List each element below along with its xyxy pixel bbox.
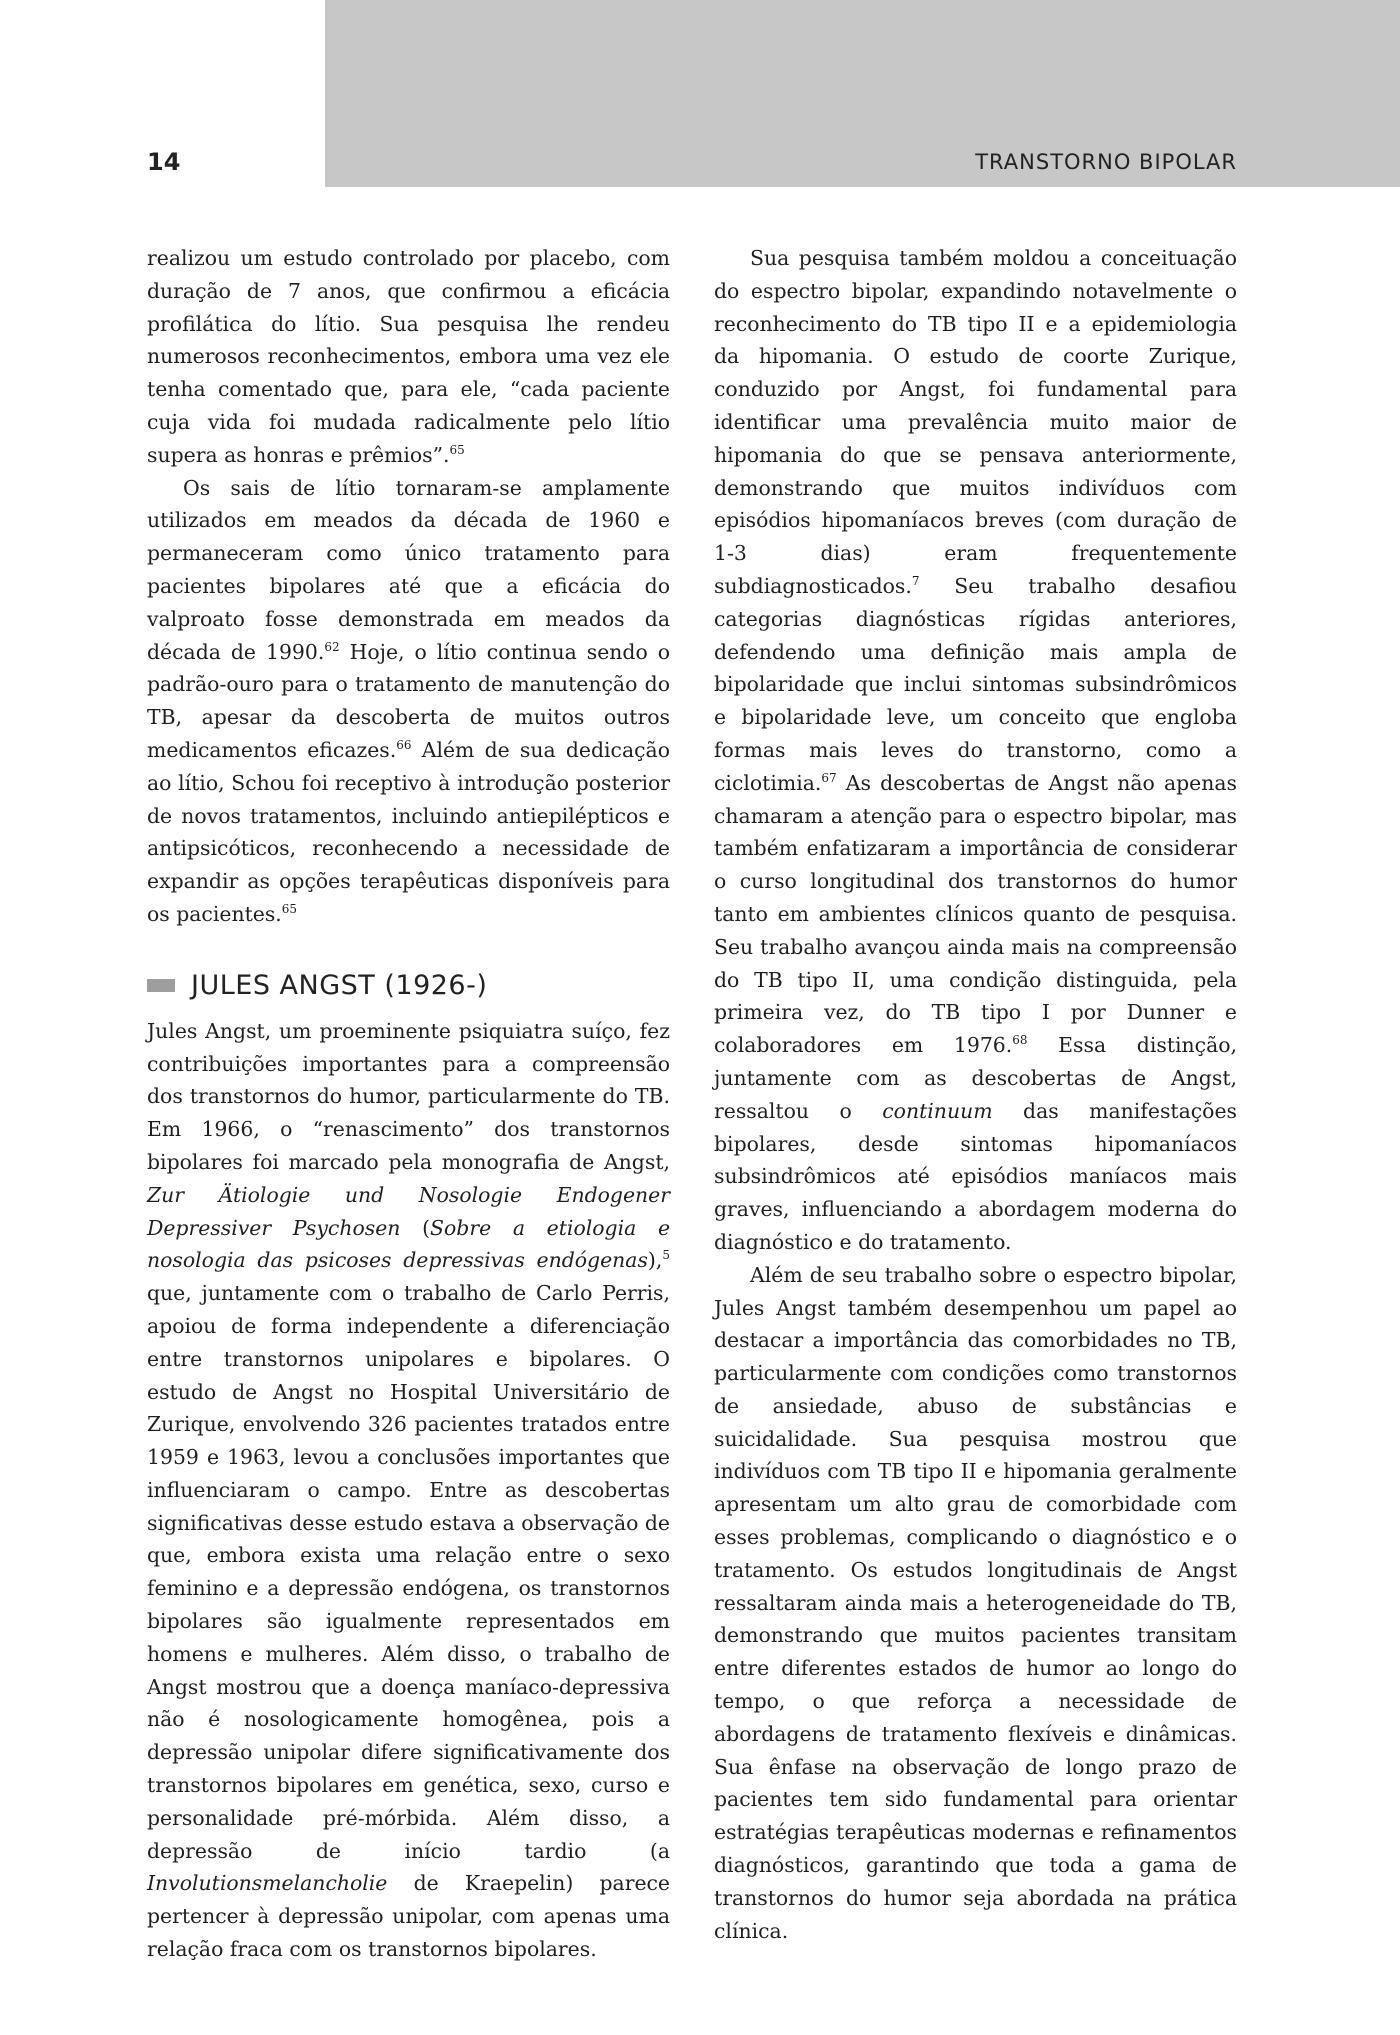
running-title: TRANSTORNO BIPOLAR [975,150,1237,174]
italic-term: continuum [882,1098,993,1123]
footnote-ref: 65 [281,901,298,916]
text: ( [400,1215,431,1240]
section-heading-text: JULES ANGST (1926-) [191,969,488,1001]
paragraph-lithium-salts [147,472,670,931]
text: Além de seu trabalho sobre o espectro bipolar, Jules Angst também desempenhou um papel ao destacar a importância das comorbidades no TB, particularmente com condições como transtornos de ansiedade, abuso de substâncias e suicidalidade. Sua pesquisa mostrou que indivíduos com TB tipo II e hipomania geralmente apresentam um alto grau de comorbidade com esses problemas, complicando o diagnóstico e o tratamento. Os estudos longitudinais de Angst ressaltaram ainda mais a heterogeneidade do TB, demonstrando que muitos pacientes transitam entre diferentes estados de humor ao longo do tempo, o que reforça a necessidade de abordagens de tratamento flexíveis e dinâmicas. Sua ênfase na observação de longo prazo de pacientes tem sido fundamental para orientar estratégias terapêuticas modernas e refinamentos diagnósticos, garantindo que toda a gama de transtornos do humor seja abordada na prática clínica. [714,1262,1237,1943]
header-band [325,0,1400,187]
footnote-ref: 5 [662,1248,670,1263]
heading-marker [147,979,175,992]
text: realizou um estudo controlado por placebo, com duração de 7 anos, que confirmou a eficácia profilática do lítio. Sua pesquisa lhe rendeu numerosos reconhecimentos, embora uma vez ele tenha comentado que, para ele, “cada paciente cuja vida foi mudada radicalmente pelo lítio supera as honras e prêmios”. [147,246,670,467]
text: Sua pesquisa também moldou a conceituação do espectro bipolar, expandindo notavelmente o reconhecimento do TB tipo II e a epidemiologia da hipomania. O estudo de coorte Zurique, conduzido por Angst, foi fundamental para identificar uma prevalência muito maior de hipomania do que se pensava anteriormente, demonstrando que muitos indivíduos com episódios hipomaníacos breves (com duração de 1-3 dias) eram frequentemente subdiagnosticados. [714,246,1237,598]
text: ), [647,1248,663,1273]
text: Seu trabalho desafiou categorias diagnósticas rígidas anteriores, defendendo uma definição mais ampla de bipolaridade que inclui sintomas subsindrômicos e bipolaridade leve, um conceito que engloba formas mais leves do transtorno, como a ciclotimia. [714,573,1237,795]
right-column [714,242,1237,1947]
italic-title-translation: Sobre a etiologia e nosologia das psicoses depressivas endógenas [147,1215,671,1273]
paragraph-continuation [147,242,670,472]
footnote-ref: 67 [821,770,837,785]
footnote-ref: 65 [449,442,465,457]
left-column [147,242,670,1966]
page-number: 14 [147,148,181,176]
footnote-ref: 7 [911,573,920,588]
italic-title: Zur Ätiologie und Nosologie Endogener Depressiver Psychosen [147,1182,670,1240]
text: Jules Angst, um proeminente psiquiatra suíço, fez contribuições importantes para a compreensão dos transtornos do humor, particularmente do TB. Em 1966, o “renascimento” dos transtornos bipolares foi marcado pela monografia de Angst, [147,1018,670,1174]
paragraph-bipolar-spectrum [714,242,1237,1259]
footnote-ref: 62 [324,639,340,654]
paragraph-jules-angst [147,1015,670,1966]
text: Os sais de lítio tornaram-se amplamente utilizados em meados da década de 1960 e permaneceram como único tratamento para pacientes bipolares até que a eficácia do valproato fosse demonstrada em meados da década de 1990. [147,475,670,664]
paragraph-comorbidities [714,1259,1237,1948]
italic-term: Involutionsmelancholie [147,1871,388,1896]
text: Hoje, o lítio continua sendo o padrão-ouro para o tratamento de manutenção do TB, apesar da descoberta de muitos outros medicamentos eficazes. [147,639,670,762]
section-heading [147,969,670,1003]
footnote-ref: 68 [1012,1033,1028,1048]
text: As descobertas de Angst não apenas chamaram a atenção para o espectro bipolar, mas também enfatizaram a importância de considerar o curso longitudinal dos transtornos do humor tanto em ambientes clínicos quanto de pesquisa. Seu trabalho avançou ainda mais na compreensão do TB tipo II, uma condição distinguida, pela primeira vez, do TB tipo I por Dunner e colaboradores em 1976. [714,770,1237,1058]
text: de Kraepelin) parece pertencer à depressão unipolar, com apenas uma relação fraca com os transtornos bipolares. [147,1871,670,1962]
text: Essa distinção, juntamente com as descobertas de Angst, ressaltou o [714,1033,1237,1123]
text: que, juntamente com o trabalho de Carlo Perris, apoiou de forma independente a diferenciação entre transtornos unipolares e bipolares. O estudo de Angst no Hospital Universitário de Zurique, envolvendo 326 pacientes tratados entre 1959 e 1963, levou a conclusões importantes que influenciaram o campo. Entre as descobertas significativas desse estudo estava a observação de que, embora exista uma relação entre o sexo feminino e a depressão endógena, os transtornos bipolares são igualmente representados em homens e mulheres. Além disso, o trabalho de Angst mostrou que a doença maníaco-depressiva não é nosologicamente homogênea, pois a depressão unipolar difere significativamente dos transtornos bipolares em genética, sexo, curso e personalidade pré-mórbida. Além disso, a depressão de início tardio (a [147,1281,670,1863]
footnote-ref: 66 [396,737,412,752]
text: Além de sua dedicação ao lítio, Schou foi receptivo à introdução posterior de novos tratamentos, incluindo antiepilépticos e antipsicóticos, reconhecendo a necessidade de expandir as opções terapêuticas disponíveis para os pacientes. [147,737,670,926]
text: das manifestações bipolares, desde sintomas hipomaníacos subsindrômicos até episódios maníacos mais graves, influenciando a abordagem moderna do diagnóstico e do tratamento. [714,1098,1237,1254]
